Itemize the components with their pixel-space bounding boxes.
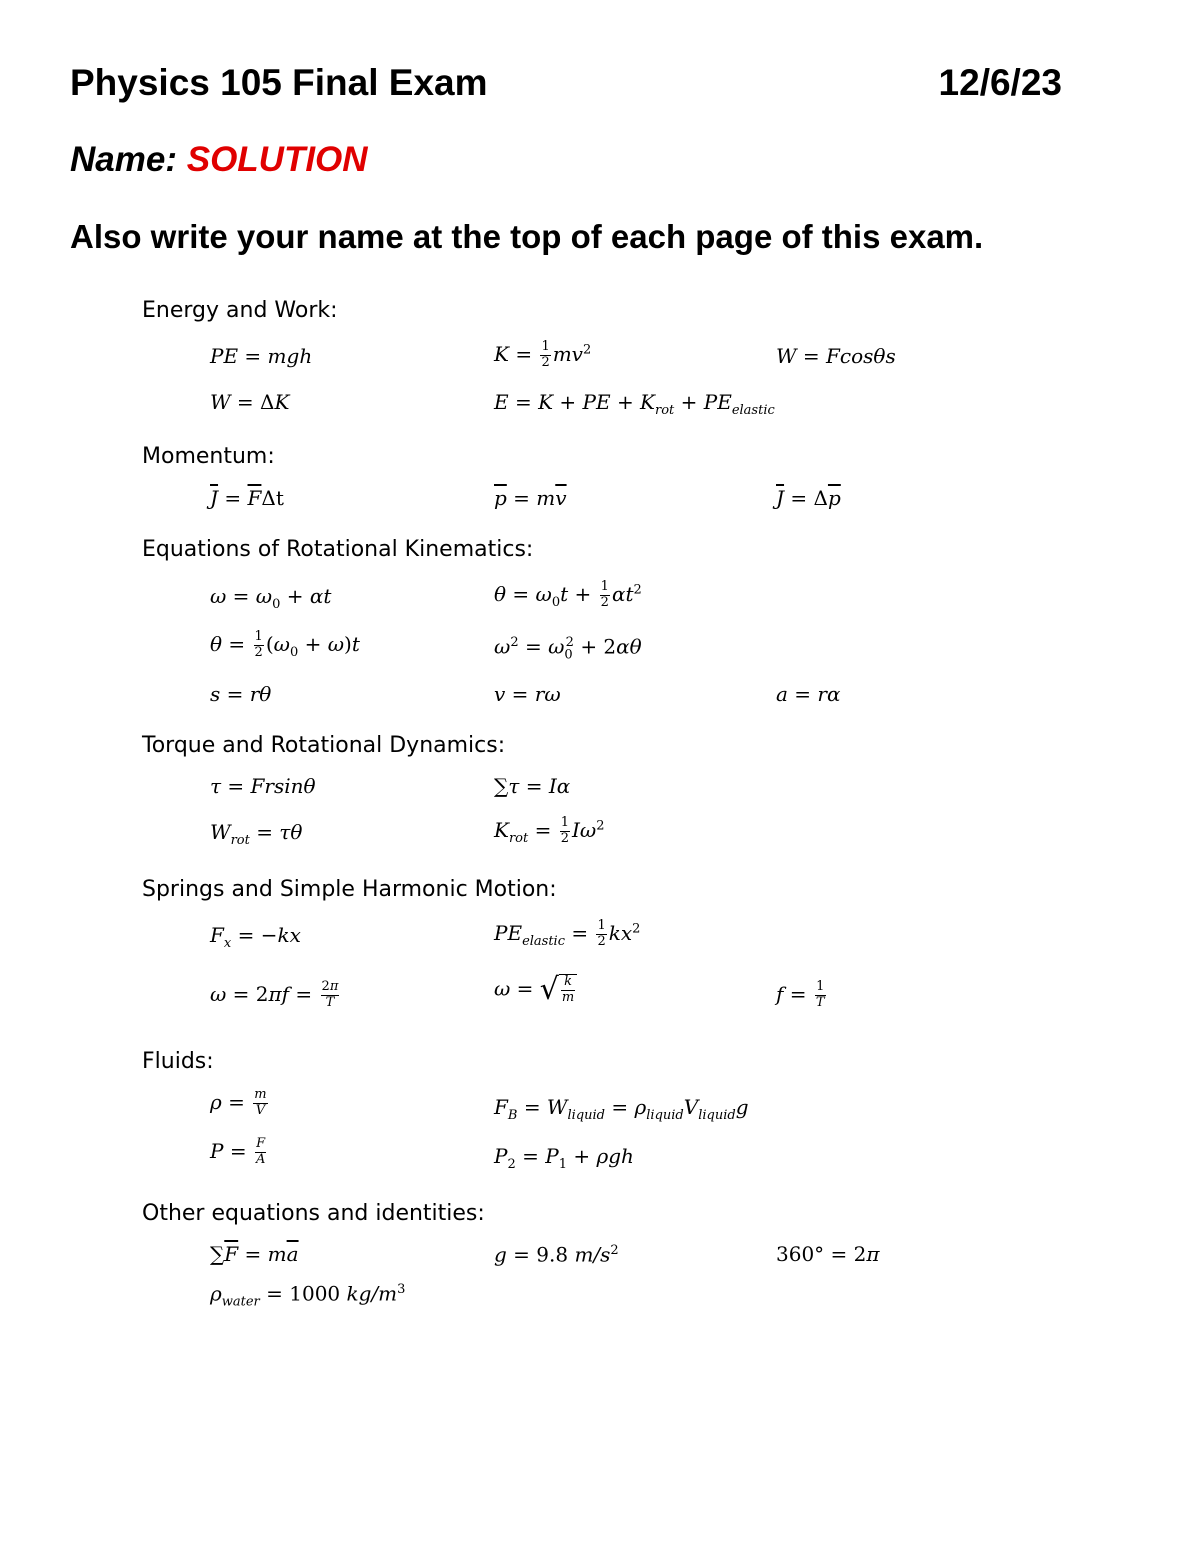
equation-kinetic-energy: K = $\frac{1}{2}$ $mv^2$ bbox=[494, 339, 592, 370]
exam-title: Physics 105 Final Exam bbox=[70, 62, 488, 103]
equation-potential-energy: PE = mgh bbox=[210, 344, 313, 368]
equation-spring-omega: ω = √ $\frac{k}{m}$ bbox=[494, 974, 577, 1006]
equation-work: W = Fcosθs bbox=[776, 344, 896, 368]
equation-torque: τ = Frsinθ bbox=[210, 774, 316, 798]
equation-angular-frequency: ω = 2πf = $\frac{2\pi}{T}$ bbox=[210, 979, 339, 1010]
section-heading-fluids: Fluids: bbox=[142, 1049, 214, 1074]
instruction-text: Also write your name at the top of each page of this exam. bbox=[70, 218, 984, 255]
equation-tangential-acceleration: a = rα bbox=[776, 682, 841, 706]
section-heading-rotational-kinematics: Equations of Rotational Kinematics: bbox=[142, 537, 534, 562]
equation-angular-velocity-squared: $\omega^2 = \omega_0^2 + 2\alpha\theta$ bbox=[494, 634, 642, 663]
section-heading-momentum: Momentum: bbox=[142, 444, 275, 469]
name-value: SOLUTION bbox=[186, 140, 368, 179]
equation-net-torque: ∑τ = Iα bbox=[494, 774, 571, 798]
equation-angular-velocity: $\omega = \omega_0 + \alpha t$ bbox=[210, 584, 332, 612]
equation-momentum: $\overline{p} = m\overline{v}$ bbox=[494, 486, 567, 510]
equation-gravity: g = 9.8 $m/s^2$ bbox=[494, 1242, 619, 1267]
equation-elastic-pe: $PE_{elastic}$ = $\frac{1}{2}$ $kx^2$ bbox=[494, 918, 641, 949]
equation-density: ρ = $\frac{m}{V}$ bbox=[210, 1087, 267, 1118]
section-heading-other: Other equations and identities: bbox=[142, 1201, 485, 1226]
equation-total-energy: E = K + PE + $K_{rot} + PE_{elastic}$ bbox=[494, 390, 775, 418]
equation-buoyant-force: $F_B = W_{liquid} = \rho_{liquid}V_{liquid}g$ bbox=[494, 1095, 749, 1123]
equation-rotational-work: $W_{rot} = \tau\theta$ bbox=[210, 820, 303, 848]
equation-average-angular: θ = $\frac{1}{2}$ $(\omega_0 + \omega)t$ bbox=[210, 629, 360, 660]
name-line bbox=[70, 140, 368, 180]
equation-arc-length: s = rθ bbox=[210, 682, 272, 706]
equation-impulse-momentum: $\overline{J} = \Delta\overline{p}$ bbox=[776, 486, 841, 510]
equation-water-density: $\rho_{water} = 1000$ $kg/m^3$ bbox=[210, 1281, 406, 1310]
equation-pressure: P = $\frac{F}{A}$ bbox=[210, 1136, 266, 1167]
equation-frequency: f = $\frac{1}{T}$ bbox=[776, 979, 825, 1010]
section-heading-energy: Energy and Work: bbox=[142, 298, 338, 323]
equation-newtons-second-law: $\sum\overline{F} = m\overline{a}$ bbox=[210, 1242, 299, 1266]
equation-work-energy: W = ΔK bbox=[210, 390, 290, 414]
exam-date: 12/6/23 bbox=[938, 62, 1062, 103]
equation-hookes-law: $F_x = -kx$ bbox=[210, 923, 301, 951]
equation-tangential-velocity: v = rω bbox=[494, 682, 561, 706]
equation-rotational-kinetic: $K_{rot}$ = $\frac{1}{2}$ $I\omega^2$ bbox=[494, 815, 605, 846]
equation-impulse: $\overline{J} = \overline{F}\Delta t$ bbox=[210, 486, 284, 510]
name-label: Name: bbox=[70, 140, 177, 179]
section-heading-torque: Torque and Rotational Dynamics: bbox=[142, 733, 506, 758]
equation-hydrostatic-pressure: $P_2 = P_1 + \rho gh$ bbox=[494, 1144, 634, 1172]
equation-degrees-radians: 360° = 2π bbox=[776, 1242, 880, 1266]
section-heading-springs: Springs and Simple Harmonic Motion: bbox=[142, 877, 557, 902]
equation-angular-displacement: $\theta = \omega_0t$ + $\frac{1}{2}$ $\alpha t^2$ bbox=[494, 579, 642, 610]
